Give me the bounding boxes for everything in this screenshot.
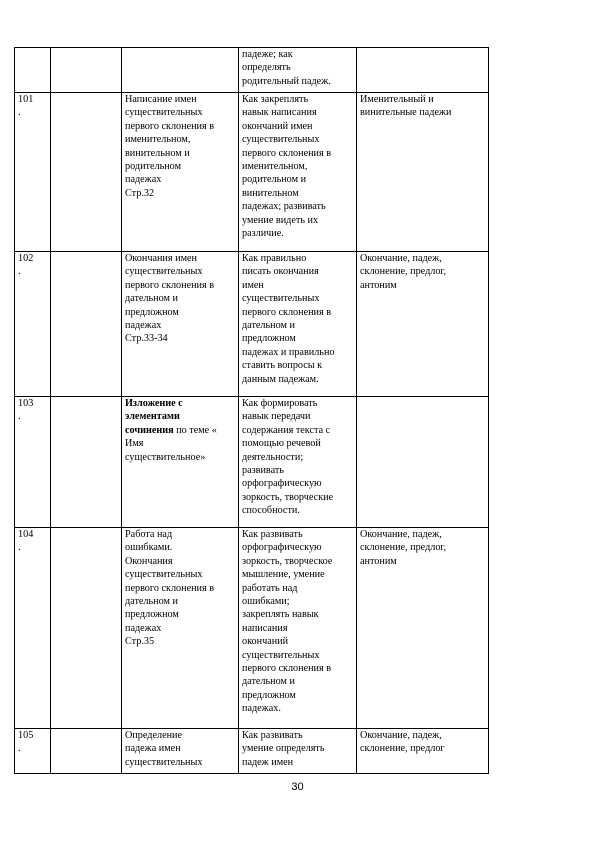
table-row xyxy=(15,252,489,397)
lesson-date xyxy=(51,252,122,397)
lesson-terms xyxy=(357,48,489,93)
lesson-number: 104 . xyxy=(15,528,51,729)
table-row xyxy=(15,528,489,729)
lesson-date xyxy=(51,729,122,774)
lesson-number: 102 . xyxy=(15,252,51,397)
lesson-goal: Как формировать навык передачи содержания текста с помощью речевой деятельности; развивать орфографическую зоркость, творческие способности. xyxy=(239,397,357,528)
lesson-topic xyxy=(122,397,239,528)
lesson-goal: Как развивать умение определять падеж имен xyxy=(239,729,357,774)
lesson-terms xyxy=(357,397,489,528)
lesson-terms: Окончание, падеж, склонение, предлог, антоним xyxy=(357,252,489,397)
lesson-date xyxy=(51,93,122,252)
lesson-terms: Именительный и винительные падежи xyxy=(357,93,489,252)
table-row xyxy=(15,397,489,528)
lesson-topic xyxy=(122,48,239,93)
lesson-plan-table xyxy=(14,47,489,774)
lesson-topic: Определение падежа имен существительных xyxy=(122,729,239,774)
table-row xyxy=(15,48,489,93)
lesson-topic: Окончания имен существительных первого склонения в дательном и предложном падежах Стр.33-34 xyxy=(122,252,239,397)
table-row xyxy=(15,729,489,774)
lesson-date xyxy=(51,528,122,729)
lesson-topic-bold: Изложение с элементами сочинения xyxy=(125,398,183,436)
lesson-goal: Как закреплять навык написания окончаний имен существительных первого склонения в именительном, родительном и винительном падежах; развивать умение видеть их различие. xyxy=(239,93,357,252)
lesson-topic: Написание имен существительных первого склонения в именительном, винительном и родительном падежах Стр.32 xyxy=(122,93,239,252)
lesson-number: 101 . xyxy=(15,93,51,252)
page-number: 30 xyxy=(291,781,304,793)
table-row xyxy=(15,93,489,252)
lesson-goal: Как развивать орфографическую зоркость, творческое мышление, умение работать над ошибками; закреплять навык написания окончаний существительных первого склонения в дательном и предложном падежах. xyxy=(239,528,357,729)
lesson-topic: Работа над ошибками. Окончания существительных первого склонения в дательном и предложном падежах Стр.35 xyxy=(122,528,239,729)
lesson-date xyxy=(51,397,122,528)
lesson-terms: Окончание, падеж, склонение, предлог, антоним xyxy=(357,528,489,729)
lesson-number xyxy=(15,48,51,93)
lesson-number: 103 . xyxy=(15,397,51,528)
lesson-topic-rest: по теме « Имя существительное» xyxy=(125,424,217,463)
lesson-goal: Как правильно писать окончания имен существительных первого склонения в дательном и предложном падежах и правильно ставить вопросы к данным падежам. xyxy=(239,252,357,397)
lesson-date xyxy=(51,48,122,93)
lesson-terms: Окончание, падеж, склонение, предлог xyxy=(357,729,489,774)
lesson-goal: падеже; как определять родительный падеж. xyxy=(239,48,357,93)
lesson-number: 105 . xyxy=(15,729,51,774)
